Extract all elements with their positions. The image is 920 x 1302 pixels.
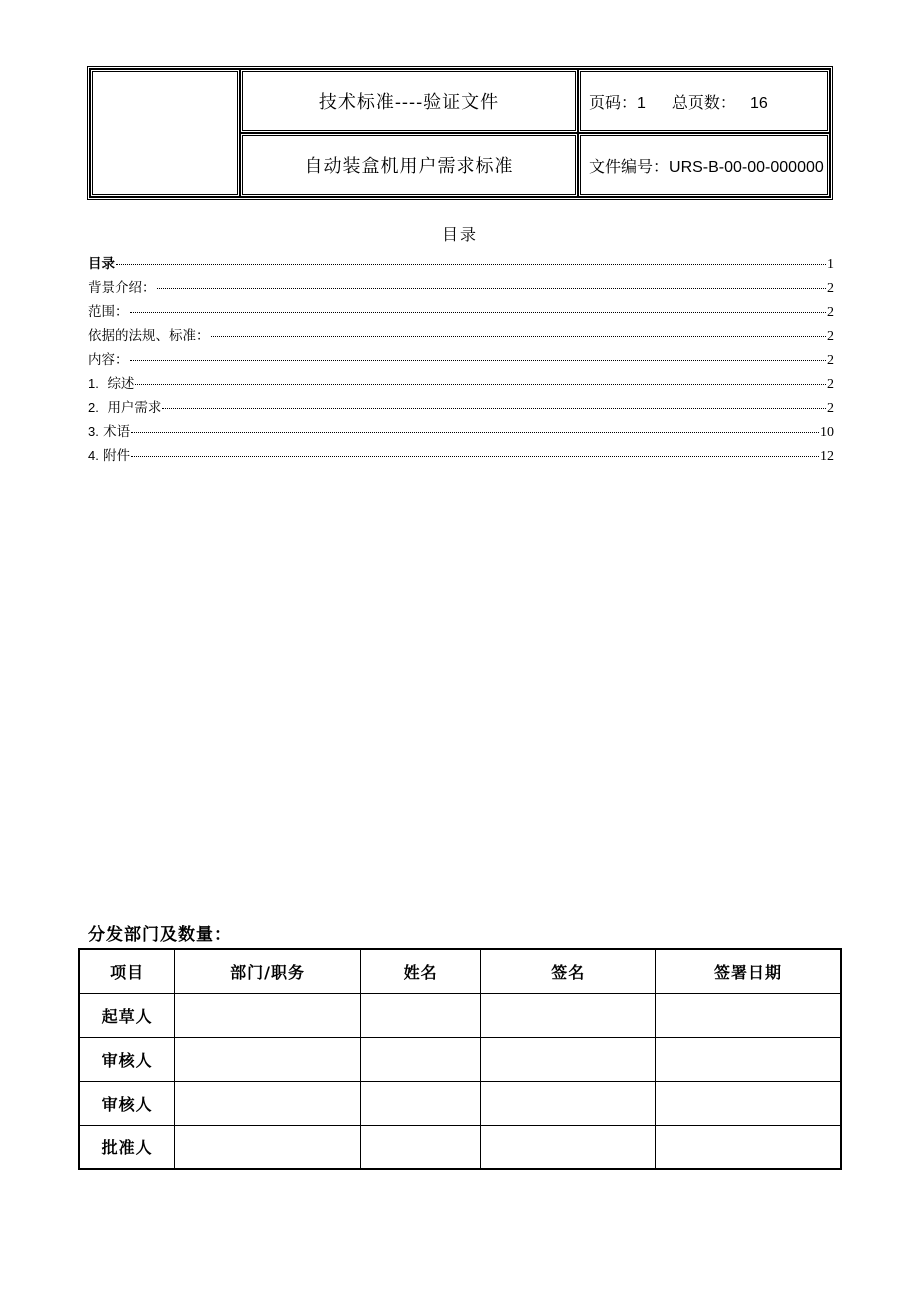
doc-title: 自动装盒机用户需求标准	[240, 133, 578, 197]
column-header-signature: 签名	[481, 949, 656, 993]
row-label-reviewer: 审核人	[79, 1081, 175, 1125]
total-pages-number: 16	[749, 94, 768, 112]
toc-entry-label: 4. 附件	[88, 448, 131, 464]
toc-entry-page: 2	[827, 401, 834, 416]
column-header-item: 项目	[79, 949, 175, 993]
toc-entry-label: 3. 术语	[88, 424, 131, 440]
toc-entry-page: 2	[827, 353, 834, 368]
toc-entry[interactable]	[88, 372, 834, 396]
sign-date-cell[interactable]	[655, 1037, 841, 1081]
table-row	[79, 1125, 841, 1169]
name-cell[interactable]	[360, 1081, 481, 1125]
table-header-row	[79, 949, 841, 993]
toc-entry[interactable]	[88, 324, 834, 348]
toc-entry-page: 1	[827, 257, 834, 272]
name-cell[interactable]	[360, 1037, 481, 1081]
distribution-title: 分发部门及数量：	[88, 925, 232, 945]
name-cell[interactable]	[360, 1125, 481, 1169]
doc-number-label: 文件编号：	[589, 156, 670, 176]
toc-entry[interactable]	[88, 348, 834, 372]
column-header-name: 姓名	[360, 949, 481, 993]
signature-cell[interactable]	[481, 1125, 656, 1169]
row-label-reviewer: 审核人	[79, 1037, 175, 1081]
signature-cell[interactable]	[481, 1081, 656, 1125]
toc-title: 目录	[441, 225, 478, 244]
toc-entry-number: 4.	[88, 448, 99, 463]
page-info	[578, 69, 830, 133]
toc-entry-label: 背景介绍：	[88, 280, 156, 296]
doc-number-info	[578, 133, 830, 197]
sign-date-cell[interactable]	[655, 993, 841, 1037]
toc-entry[interactable]	[88, 396, 834, 420]
toc-entry-page: 2	[827, 377, 834, 392]
toc-entry[interactable]	[88, 252, 834, 276]
page-number: 1	[637, 94, 646, 112]
row-label-drafter: 起草人	[79, 993, 175, 1037]
sign-date-cell[interactable]	[655, 1081, 841, 1125]
toc-entry-number: 2.	[88, 400, 99, 415]
table-row	[79, 993, 841, 1037]
toc-entry-page: 2	[827, 281, 834, 296]
logo-cell	[90, 69, 240, 197]
toc-entry-label: 范围：	[88, 304, 129, 320]
table-row	[79, 1037, 841, 1081]
toc-entry-label: 2. 用户需求	[88, 400, 162, 416]
department-cell[interactable]	[175, 1037, 361, 1081]
toc-entry-page: 12	[820, 449, 834, 464]
table-row	[79, 1081, 841, 1125]
toc-entry[interactable]	[88, 276, 834, 300]
page-label: 页码：	[589, 92, 638, 112]
toc-entry-number: 1.	[88, 376, 99, 391]
doc-category-title: 技术标准----验证文件	[240, 69, 578, 133]
department-cell[interactable]	[175, 1081, 361, 1125]
toc-entry-label: 目录	[88, 256, 115, 272]
toc-entry-number: 3.	[88, 424, 99, 439]
column-header-department: 部门/职务	[175, 949, 361, 993]
department-cell[interactable]	[175, 993, 361, 1037]
department-cell[interactable]	[175, 1125, 361, 1169]
table-of-contents	[88, 252, 834, 468]
name-cell[interactable]	[360, 993, 481, 1037]
signature-cell[interactable]	[481, 1037, 656, 1081]
toc-entry[interactable]	[88, 300, 834, 324]
column-header-sign-date: 签署日期	[655, 949, 841, 993]
signature-cell[interactable]	[481, 993, 656, 1037]
toc-entry-page: 2	[827, 329, 834, 344]
row-label-approver: 批准人	[79, 1125, 175, 1169]
sign-date-cell[interactable]	[655, 1125, 841, 1169]
toc-entry-label: 内容：	[88, 352, 129, 368]
toc-entry-label: 依据的法规、标准：	[88, 328, 210, 344]
doc-number-value: URS-B-00-00-000000	[669, 158, 824, 176]
toc-entry[interactable]	[88, 420, 834, 444]
distribution-table	[78, 948, 842, 1170]
total-pages-label: 总页数：	[671, 92, 736, 112]
toc-entry-label: 1. 综述	[88, 376, 135, 392]
toc-entry-page: 10	[820, 425, 834, 440]
toc-entry[interactable]	[88, 444, 834, 468]
header-table	[87, 66, 833, 200]
toc-entry-page: 2	[827, 305, 834, 320]
